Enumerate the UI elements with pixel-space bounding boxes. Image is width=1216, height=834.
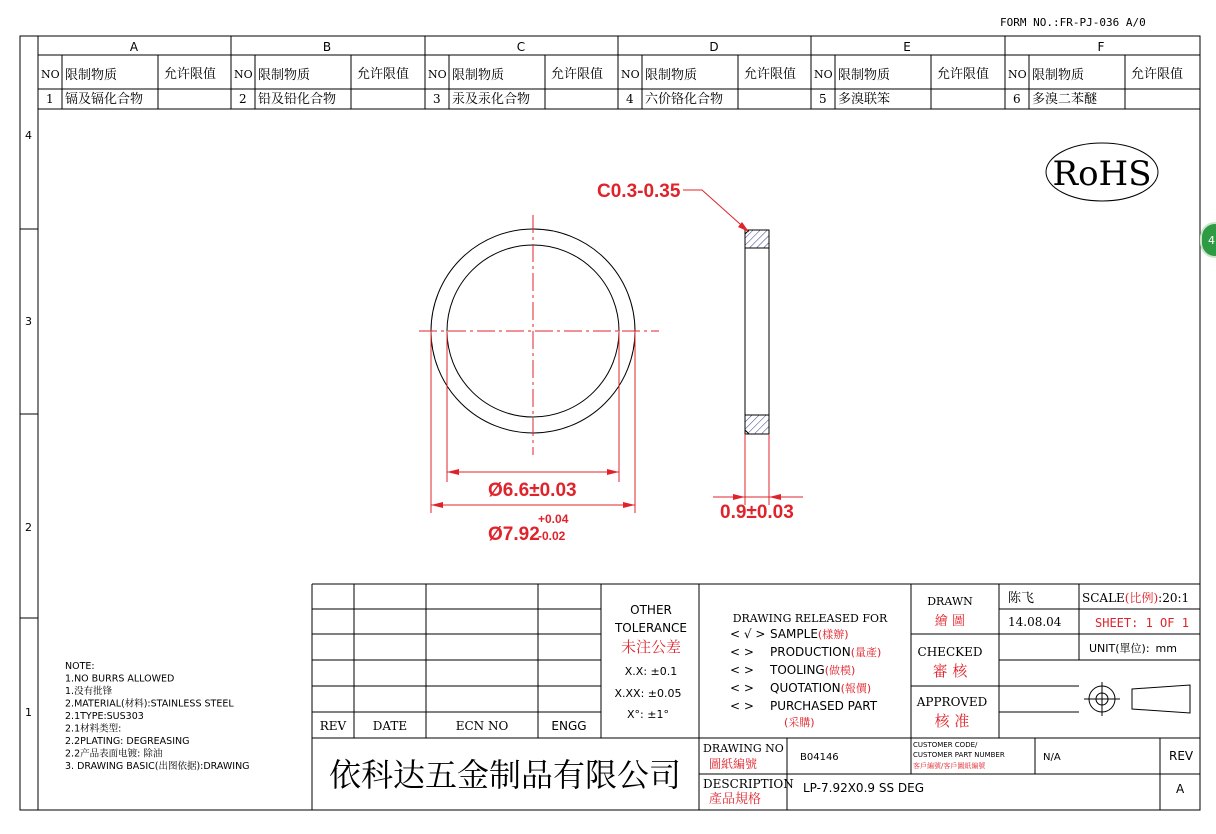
- zone-label-2: 2: [25, 521, 32, 534]
- washer-side-view: [683, 190, 803, 505]
- header-limit: 允许限值: [937, 67, 990, 82]
- form-number: FORM NO.:FR-PJ-036 A/0: [1000, 16, 1146, 29]
- note-line: NOTE:: [65, 661, 95, 672]
- tolerance-label: TOLERANCE: [614, 621, 688, 635]
- rev-label: REV: [1169, 749, 1194, 763]
- scale-value: :20:1: [1158, 591, 1190, 605]
- customer-part-label: CUSTOMER PART NUMBER: [913, 751, 1005, 759]
- svg-text:SCALE(比例):20:1: [1082, 590, 1189, 605]
- description-value: LP-7.92X0.9 SS DEG: [803, 781, 924, 795]
- company-name: 依科达五金制品有限公司: [328, 756, 682, 794]
- customer-code-label: CUSTOMER CODE/: [913, 741, 978, 749]
- drawing-no-label: DRAWING NO: [703, 742, 784, 755]
- note-line: 2.2PLATING: DEGREASING: [65, 736, 190, 747]
- header-substance: 限制物质: [258, 68, 311, 83]
- release-mark: < >: [730, 681, 754, 695]
- unit-value: mm: [1155, 642, 1177, 655]
- zone-label-4: 4: [25, 129, 32, 142]
- release-option-cn: (做模): [824, 664, 856, 677]
- row-substance: 六价铬化合物: [645, 92, 724, 107]
- header-limit: 允许限值: [1131, 67, 1184, 82]
- restricted-substance-table: [38, 36, 1200, 109]
- header-limit: 允许限值: [164, 67, 217, 82]
- engg-header: ENGG: [551, 719, 587, 733]
- row-substance: 镉及镉化合物: [65, 92, 144, 107]
- header-no: NO: [1008, 68, 1027, 81]
- header-no: NO: [234, 68, 253, 81]
- inner-diameter-dimension: Ø6.6±0.03: [488, 480, 577, 501]
- row-no: 3: [433, 92, 441, 106]
- zone-column-1: A: [129, 40, 139, 54]
- customer-value: N/A: [1043, 752, 1061, 763]
- tolerance-xxx: X.XX: ±0.05: [614, 687, 682, 700]
- release-option-label: SAMPLE: [770, 627, 818, 641]
- header-substance: 限制物质: [65, 68, 118, 83]
- note-line: 2.2产品表面电镀: 除油: [65, 748, 163, 760]
- release-mark: < √ >: [730, 627, 766, 641]
- zone-label-3: 3: [25, 315, 32, 328]
- zone-column-4: D: [709, 40, 719, 54]
- release-mark: < >: [730, 663, 754, 677]
- row-no: 1: [46, 92, 54, 106]
- row-no: 4: [626, 92, 634, 106]
- notes-block: [65, 661, 250, 772]
- zone-column-3: C: [516, 40, 526, 54]
- tolerance-cn-label: 未注公差: [620, 638, 682, 656]
- drawing-no-value: B04146: [800, 752, 839, 763]
- svg-text:UNIT(單位):mm: [1089, 642, 1177, 655]
- tolerance-xx: X.X: ±0.1: [624, 665, 678, 678]
- header-limit: 允许限值: [551, 67, 604, 82]
- svg-text:PRODUCTION(量產): [770, 645, 881, 659]
- header-no: NO: [41, 68, 60, 81]
- sheet-value: SHEET: 1 OF 1: [1095, 616, 1189, 630]
- release-option-label: TOOLING: [770, 663, 825, 677]
- release-option-cn: (樣辦): [817, 628, 849, 641]
- release-mark: < >: [730, 699, 754, 713]
- tolerance-angle: X°: ±1°: [627, 708, 669, 721]
- note-line: 2.1TYPE:SUS303: [65, 711, 144, 722]
- washer-front-view: [419, 215, 659, 513]
- date-header: DATE: [372, 719, 408, 733]
- header-substance: 限制物质: [645, 68, 698, 83]
- zone-label-1: 1: [25, 706, 32, 719]
- checked-cn-label: 審 核: [932, 662, 968, 680]
- approved-label: APPROVED: [916, 695, 988, 709]
- header-substance: 限制物质: [838, 68, 891, 83]
- drawn-by-value: 陈飞: [1008, 591, 1035, 606]
- release-option-label: PURCHASED PART: [770, 699, 878, 713]
- svg-text:PURCHASED PART: [770, 699, 878, 713]
- page-badge-label: 4: [1208, 234, 1215, 247]
- note-line: 1.没有批锋: [65, 686, 113, 697]
- chamfer-dimension: C0.3-0.35: [597, 181, 681, 202]
- header-no: NO: [621, 68, 640, 81]
- zone-column-5: E: [903, 40, 911, 54]
- note-line: 2.1材料类型:: [65, 723, 122, 735]
- header-limit: 允许限值: [357, 67, 410, 82]
- scale-label: SCALE: [1082, 591, 1125, 605]
- release-mark: < >: [730, 645, 754, 659]
- row-substance: 多溴联笨: [838, 92, 891, 107]
- outer-diameter-upper-tolerance: +0.04: [538, 512, 569, 526]
- drawn-label: DRAWN: [927, 595, 973, 608]
- header-limit: 允许限值: [744, 67, 797, 82]
- header-substance: 限制物质: [1032, 68, 1085, 83]
- rev-header: REV: [319, 719, 347, 733]
- release-option-cn: (量產): [850, 646, 882, 659]
- note-line: 1.NO BURRS ALLOWED: [65, 673, 175, 685]
- drawing-frame: [20, 36, 1200, 810]
- zone-column-6: F: [1097, 40, 1105, 54]
- released-for-label: DRAWING RELEASED FOR: [732, 612, 888, 625]
- outer-diameter-dimension: Ø7.92: [488, 524, 540, 545]
- description-label: DESCRIPTION: [703, 777, 794, 791]
- thickness-dimension: 0.9±0.03: [720, 502, 794, 523]
- row-no: 6: [1013, 92, 1021, 106]
- note-line: 3. DRAWING BASIC(出图依据):DRAWING: [65, 761, 250, 772]
- row-substance: 铅及铅化合物: [258, 92, 337, 107]
- header-no: NO: [428, 68, 447, 81]
- ecn-no-header: ECN NO: [455, 719, 509, 733]
- release-options: [730, 627, 881, 729]
- unit-label: UNIT(單位):: [1089, 642, 1150, 655]
- description-cn-label: 產品規格: [709, 792, 762, 807]
- approved-cn-label: 核 准: [934, 712, 970, 730]
- release-option-cn: (采購): [784, 716, 815, 729]
- customer-cn-label: 客戶編號/客戶圖紙編號: [913, 762, 986, 770]
- rohs-text: RoHS: [1052, 154, 1152, 194]
- row-no: 5: [819, 92, 827, 106]
- drawn-date-value: 14.08.04: [1008, 615, 1062, 629]
- release-option-cn: (報價): [840, 682, 872, 695]
- note-line: 2.MATERIAL(材料):STAINLESS STEEL: [65, 698, 234, 710]
- svg-text:QUOTATION(報價): [770, 681, 871, 695]
- zone-column-2: B: [322, 40, 332, 54]
- release-option-label: QUOTATION: [770, 681, 841, 695]
- other-label: OTHER: [630, 603, 672, 617]
- row-substance: 多溴二苯醚: [1032, 92, 1098, 107]
- svg-text:SAMPLE(樣辦): [770, 627, 849, 641]
- row-no: 2: [239, 92, 247, 106]
- release-option-label: PRODUCTION: [770, 645, 851, 659]
- header-no: NO: [814, 68, 833, 81]
- drawn-cn-label: 繪 圖: [934, 614, 966, 629]
- outer-diameter-lower-tolerance: -0.02: [538, 529, 566, 543]
- drawing-no-cn-label: 圖紙編號: [709, 757, 758, 771]
- checked-label: CHECKED: [917, 645, 983, 659]
- rev-value: A: [1176, 782, 1185, 796]
- svg-text:TOOLING(做模): [769, 663, 855, 677]
- row-substance: 汞及汞化合物: [452, 92, 531, 107]
- header-substance: 限制物质: [452, 68, 505, 83]
- scale-cn-label: (比例): [1124, 591, 1159, 605]
